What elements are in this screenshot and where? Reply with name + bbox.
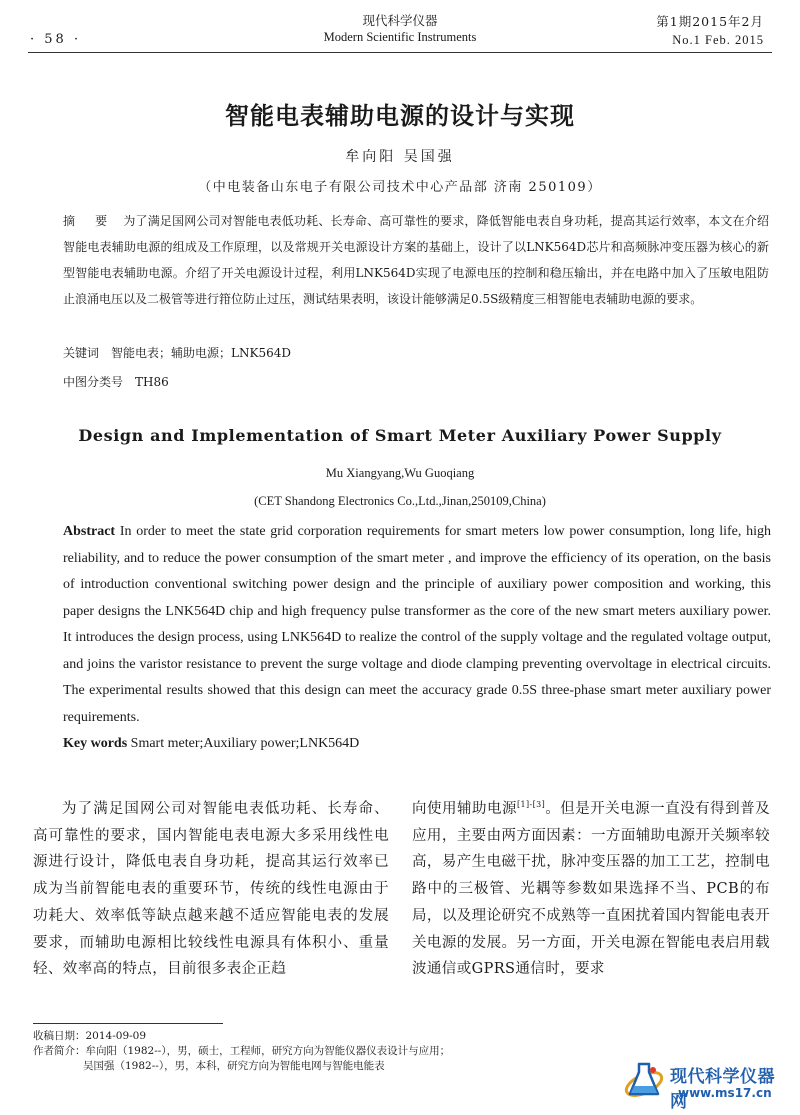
keywords-cn-label: 关键词 (63, 346, 100, 360)
page-number: · 58 · (30, 32, 82, 47)
clc-number (63, 373, 169, 390)
header-rule (28, 52, 772, 53)
abstract-cn-label: 摘 要 (63, 214, 116, 228)
authors-cn: 牟向阳 吴国强 (345, 149, 455, 165)
abstract-cn-text: 为了满足国网公司对智能电表低功耗、长寿命、高可靠性的要求，降低智能电表自身功耗，提高其运行效率，本文在介绍智能电表辅助电源的组成及工作原理，以及常规开关电源设计方案的基础上，设计了以LNK564D芯片和高频脉冲变压器为核心的新型智能电表辅助电源。介绍了开关电源设计过程，利用LNK564D实现了电源电压的控制和稳压输出，并在电路中加入了压敏电阻防止浪涌电压以及二极管等进行箝位防止过压，测试结果表明，该设计能够满足0.5S级精度三相智能电表辅助电源的要求。 (63, 214, 769, 306)
body-column-left: 为了满足国网公司对智能电表低功耗、长寿命、高可靠性的要求，国内智能电表电源大多采用线性电源进行设计，降低电表自身功耗，提高其运行效率已成为当前智能电表的重要环节，传统的线性电源由于功耗大、效率低等缺点越来越不适应智能电表的发展要求，而辅助电源相比较线性电源具有体积小、重量轻、效率高的特点，目前很多表企正趋 (33, 801, 389, 978)
body-column-right (412, 796, 770, 983)
keywords-en (63, 736, 359, 752)
watermark-name: 现代科学仪器网 (670, 1067, 775, 1112)
citation-ref[interactable]: [1]-[3] (516, 800, 546, 810)
journal-name-en: Modern Scientific Instruments (323, 30, 477, 44)
abstract-en-text: In order to meet the state grid corporation requirements for smart meters low power consumption, long life, high reliability, and to reduce the power consumption of the smart meter , and improve the efficiency of its operation, on the basis of introduction conventional switching power design and the principle of auxiliary power composition and working, this paper designs the LNK564D chip and high frequency pulse transformer as the core of the new smart meters auxiliary power. It introduces the design process, using LNK564D to realize the control of the supply voltage and the regulated voltage output, and joins the varistor resistance to prevent the surge voltage and diode clamping preventing overvoltage in electrical circuits. The experimental results showed that this design can meet the accuracy grade 0.5S three-phase smart meter auxiliary power requirements. (63, 524, 772, 725)
abstract-en (63, 519, 771, 731)
footnote-rule (33, 1023, 223, 1024)
paper-title-en: Design and Implementation of Smart Meter Auxiliary Power Supply (78, 426, 722, 445)
author-bio-2: 吴国强（1982--），男，本科，研究方向为智能电网与智能电能表 (83, 1060, 385, 1072)
flask-logo-icon (622, 1058, 666, 1102)
keywords-en-label: Key words (63, 736, 128, 751)
authors-en: Mu Xiangyang,Wu Guoqiang (325, 466, 475, 480)
site-watermark (622, 1056, 792, 1112)
affiliation-en: (CET Shandong Electronics Co.,Ltd.,Jinan,250109,China) (254, 494, 546, 508)
issue-info (656, 12, 764, 50)
clc-text: TH86 (135, 375, 169, 389)
keywords-en-text: Smart meter;Auxiliary power;LNK564D (130, 736, 360, 751)
issue-cn: 第1期2015年2月 (656, 14, 764, 29)
abstract-cn (63, 208, 769, 312)
abstract-en-label: Abstract (63, 524, 116, 539)
paper-title-cn: 智能电表辅助电源的设计与实现 (225, 101, 575, 130)
keywords-cn (63, 344, 291, 361)
footnote (33, 1029, 450, 1074)
clc-label: 中图分类号 (63, 375, 124, 389)
author-bio-1: 作者简介：牟向阳（1982--），男，硕士，工程师，研究方向为智能仪器仪表设计与应用； (33, 1045, 451, 1057)
watermark-url[interactable]: www.ms17.cn (678, 1086, 772, 1100)
affiliation-cn: （中电装备山东电子有限公司技术中心产品部 济南 250109） (198, 180, 602, 195)
body-right-intro: 向使用辅助电源 (412, 801, 517, 817)
journal-name-cn: 现代科学仪器 (362, 13, 438, 28)
body-right-text: 。但是开关电源一直没有得到普及应用，主要由两方面因素：一方面辅助电源开关频率较高，易产生电磁干扰，脉冲变压器的加工工艺，控制电路中的三极管、光耦等参数如果选择不当、PCB的布局，以及理论研究不成熟等一直困扰着国内智能电表开关电源的发展。另一方面，开关电源在智能电表启用载波通信或GPRS通信时，要求 (412, 801, 770, 978)
issue-en: No.1 Feb. 2015 (672, 33, 764, 47)
received-date: 收稿日期：2014-09-09 (33, 1030, 147, 1042)
keywords-cn-text: 智能电表；辅助电源；LNK564D (111, 346, 291, 360)
